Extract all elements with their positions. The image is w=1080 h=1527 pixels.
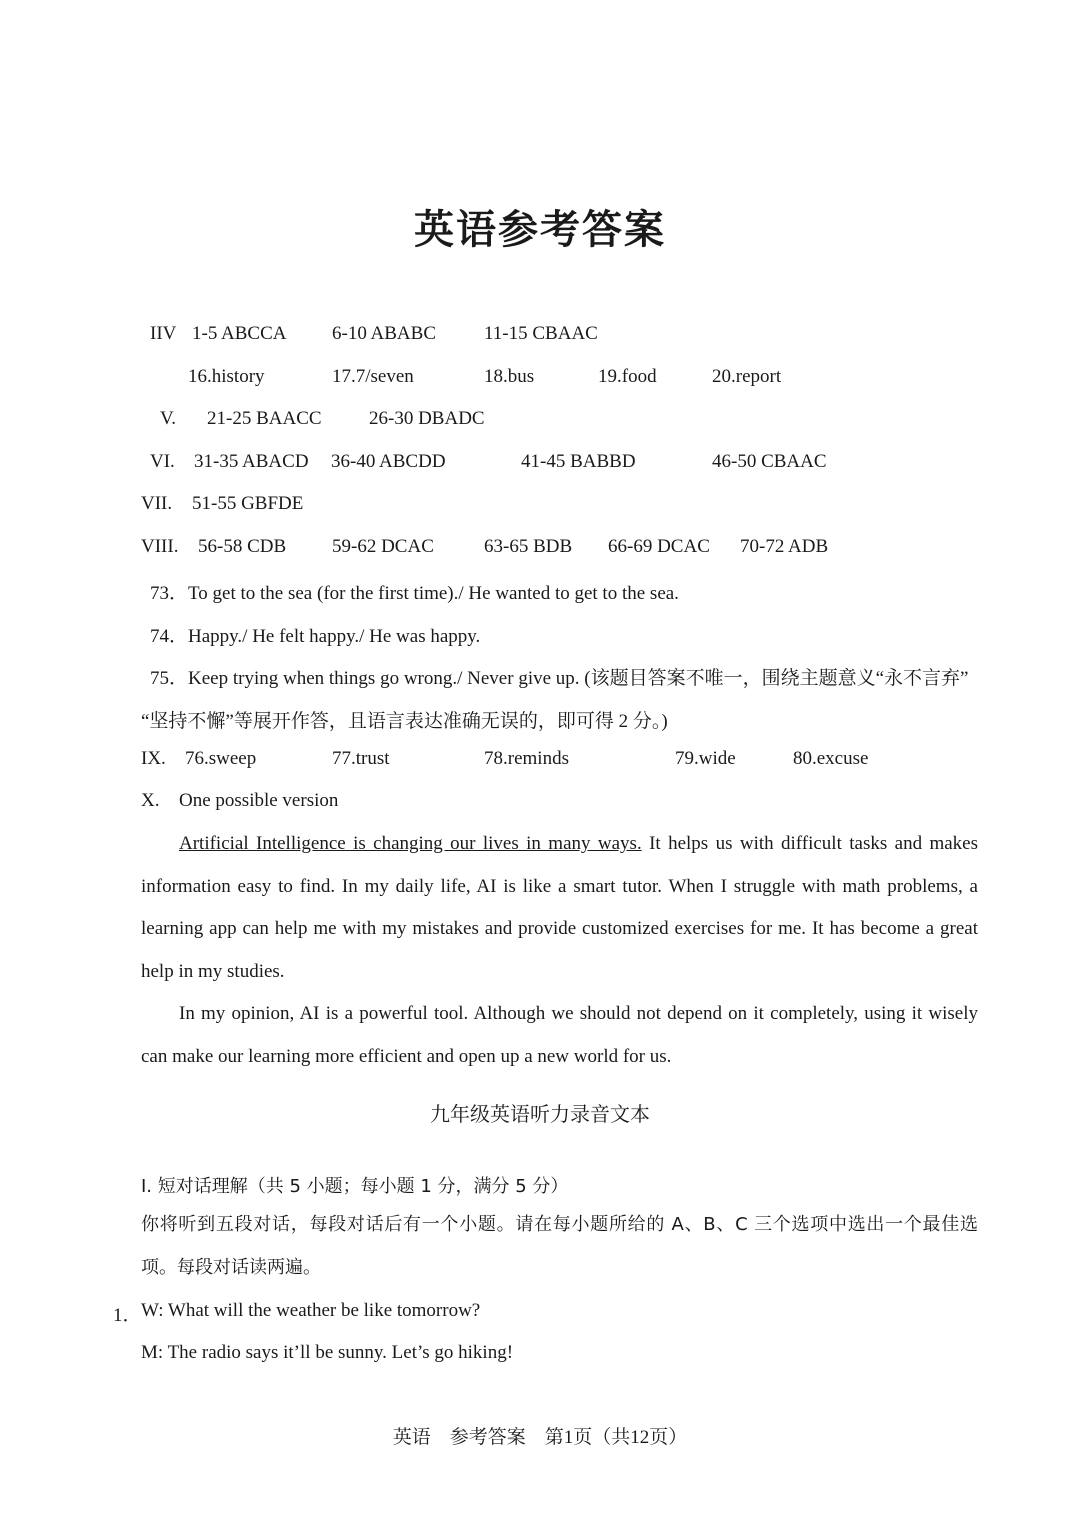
answer-63-65: 63-65 BDB bbox=[484, 536, 573, 557]
answer-78: 78.reminds bbox=[484, 748, 569, 769]
section-x-label: X. bbox=[141, 790, 160, 811]
listening-section-heading: I. 短对话理解（共 5 小题；每小题 1 分，满分 5 分） bbox=[141, 1176, 569, 1197]
answer-56-58: 56-58 CDB bbox=[198, 536, 287, 557]
section-viii-label: VIII. bbox=[141, 536, 179, 557]
section-v-label: V. bbox=[160, 408, 177, 429]
answer-21-25: 21-25 BAACC bbox=[207, 408, 322, 429]
answer-80: 80.excuse bbox=[793, 748, 869, 769]
answer-73: 73．To get to the sea (for the first time)./ He wanted to get to the sea. bbox=[150, 583, 679, 604]
answer-76: 76.sweep bbox=[185, 748, 257, 769]
answer-75-line1: 75．Keep trying when things go wrong./ Never give up. (该题目答案不唯一，围绕主题意义“永不言弃” bbox=[150, 668, 969, 689]
essay-topic-sentence: Artificial Intelligence is changing our lives in many ways. bbox=[179, 833, 642, 854]
answer-74: 74．Happy./ He felt happy./ He was happy. bbox=[150, 626, 481, 647]
answer-18: 18.bus bbox=[484, 366, 535, 387]
answer-75-line2: “坚持不懈”等展开作答，且语言表达准确无误的，即可得 2 分。) bbox=[141, 711, 668, 732]
essay-heading: One possible version bbox=[179, 790, 339, 811]
essay-paragraph-1-text: It helps us with difficult tasks and makes information easy to find. In my daily life, AI is like a smart tutor. When I struggle with math problems, a learning app can help me with my mistakes and provide customized exercises for me. It has become a great help in my studies. bbox=[141, 833, 978, 982]
dialogue-line-w: W: What will the weather be like tomorrow? bbox=[141, 1300, 481, 1321]
answer-51-55: 51-55 GBFDE bbox=[192, 493, 304, 514]
listening-subtitle: 九年级英语听力录音文本 bbox=[430, 1102, 650, 1126]
essay-paragraph-2: In my opinion, AI is a powerful tool. Although we should not depend on it completely, using it wisely can make our learning more efficient and open up a new world for us. bbox=[141, 1003, 978, 1067]
answer-59-62: 59-62 DCAC bbox=[332, 536, 434, 557]
answer-66-69: 66-69 DCAC bbox=[608, 536, 710, 557]
answer-16: 16.history bbox=[188, 366, 265, 387]
answer-17: 17.7/seven bbox=[332, 366, 414, 387]
answer-1-5: 1-5 ABCCA bbox=[192, 323, 287, 344]
page-footer: 英语 参考答案 第1页（共12页） bbox=[392, 1427, 688, 1448]
essay-paragraph-1 bbox=[141, 823, 978, 993]
answer-31-35: 31-35 ABACD bbox=[194, 451, 309, 472]
answer-20: 20.report bbox=[712, 366, 782, 387]
section-vii-label: VII. bbox=[141, 493, 173, 514]
page-title: 英语参考答案 bbox=[414, 207, 666, 252]
section-ix-label: IX. bbox=[141, 748, 166, 769]
answer-46-50: 46-50 CBAAC bbox=[712, 451, 827, 472]
section-vi-label: VI. bbox=[150, 451, 175, 472]
section-iiv-label: IIV bbox=[150, 323, 177, 344]
answer-6-10: 6-10 ABABC bbox=[332, 323, 436, 344]
answer-36-40: 36-40 ABCDD bbox=[331, 451, 446, 472]
answer-70-72: 70-72 ADB bbox=[740, 536, 829, 557]
answer-41-45: 41-45 BABBD bbox=[521, 451, 636, 472]
answer-77: 77.trust bbox=[332, 748, 390, 769]
answer-26-30: 26-30 DBADC bbox=[369, 408, 485, 429]
answer-19: 19.food bbox=[598, 366, 657, 387]
question-number: 1． bbox=[113, 1305, 142, 1326]
answer-79: 79.wide bbox=[675, 748, 736, 769]
dialogue-line-m: M: The radio says it’ll be sunny. Let’s go hiking! bbox=[141, 1342, 514, 1363]
listening-instructions: 你将听到五段对话，每段对话后有一个小题。请在每小题所给的 A、B、C 三个选项中选出一个最佳选项。每段对话读两遍。 bbox=[141, 1214, 978, 1278]
answer-11-15: 11-15 CBAAC bbox=[484, 323, 598, 344]
